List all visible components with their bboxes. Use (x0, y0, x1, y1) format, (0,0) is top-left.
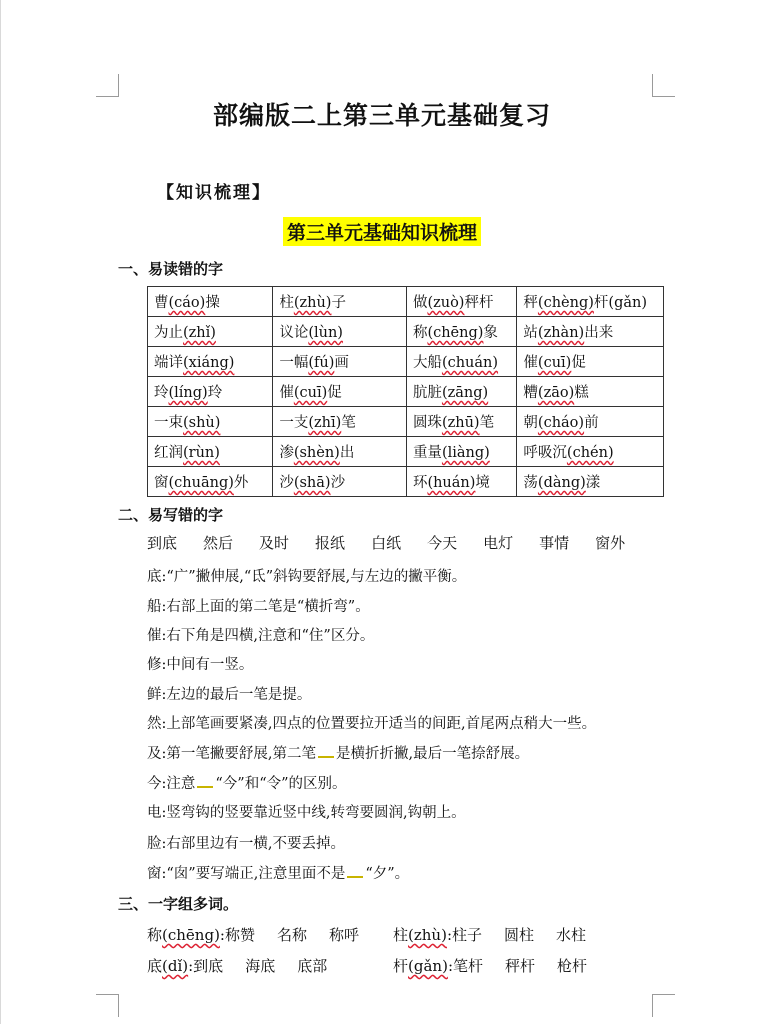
cell-char: 大船 (412, 355, 442, 371)
cell-pinyin: (liàng) (441, 445, 490, 461)
group-word: 底部 (297, 957, 328, 975)
word-item: 白纸 (371, 534, 402, 552)
cell-char-after: 象 (483, 325, 498, 341)
cell-pinyin: (zhū) (441, 415, 480, 431)
margin-corner-bottom-right (652, 994, 675, 1017)
cell-char: 催 (523, 355, 538, 371)
subtitle-wrap (0, 217, 764, 246)
cell-char-after: 前 (584, 415, 599, 431)
note-line (147, 595, 370, 616)
cell-pinyin: (huán) (427, 475, 476, 491)
cell-char-after: 漾 (585, 475, 601, 491)
cell-pinyin: (zhàn) (537, 325, 585, 341)
cell-char: 圆珠 (412, 415, 442, 431)
note-line (147, 653, 253, 674)
table-cell (406, 437, 516, 467)
note-text: 今:注意 (147, 776, 196, 792)
group-pinyin: (zhù) (408, 926, 447, 944)
note-text: 船:右部上面的第二笔是“横折弯”。 (147, 599, 370, 615)
cell-char-after: 画 (334, 355, 349, 371)
cell-pinyin: (zāo) (537, 385, 575, 401)
margin-corner-bottom-left (96, 994, 119, 1017)
table-cell (406, 407, 516, 437)
table-row (148, 437, 664, 467)
note-text: 修:中间有一竖。 (147, 657, 254, 673)
table-cell (148, 437, 273, 467)
cell-char: 朝 (523, 415, 538, 431)
group-char: 柱 (393, 926, 409, 944)
cell-char-after: 促 (327, 385, 342, 401)
table-cell (148, 347, 273, 377)
group-pinyin: (gǎn) (408, 957, 448, 975)
table-cell (273, 377, 407, 407)
cell-pinyin: (zhǐ) (183, 325, 216, 341)
note-text: 催:右下角是四横,注意和“住”区分。 (147, 628, 375, 644)
blank-mark (318, 750, 334, 758)
group-word: :柱子 (446, 926, 483, 944)
section-heading-1: 一、易读错的字 (118, 260, 224, 278)
note-text: 底:“广”撇伸展,“氐”斜钩要舒展,与左边的撇平衡。 (147, 569, 467, 585)
cell-pinyin: (lùn) (308, 325, 343, 341)
cell-pinyin: (rùn) (183, 445, 220, 461)
word-list (147, 532, 651, 553)
page-edge (0, 0, 1, 1024)
table-cell (517, 287, 664, 317)
table-cell (273, 467, 407, 497)
note-text-after: “今”和“令”的区别。 (215, 776, 347, 792)
table-cell (517, 467, 664, 497)
cell-pinyin: (xiáng) (183, 355, 235, 371)
word-table (147, 286, 664, 497)
cell-char: 窗 (154, 475, 169, 491)
cell-pinyin: (cáo) (168, 295, 206, 311)
group-right (393, 924, 586, 945)
group-word: 枪杆 (557, 957, 588, 975)
word-item: 今天 (427, 534, 458, 552)
cell-char-after: 境 (475, 475, 490, 491)
cell-char: 沙 (279, 475, 294, 491)
cell-char: 柱 (279, 295, 294, 311)
cell-char: 玲 (154, 385, 169, 401)
note-line (147, 683, 311, 704)
group-word: :到底 (188, 957, 224, 975)
table-row (148, 287, 664, 317)
note-line (147, 712, 596, 733)
blank-mark (197, 780, 213, 788)
cell-char: 端详 (154, 355, 183, 371)
table-cell (148, 377, 273, 407)
note-line (147, 565, 466, 586)
table-cell (148, 317, 273, 347)
cell-char-after: 笔 (341, 415, 356, 431)
cell-char-after: 出来 (584, 325, 614, 341)
table-cell (273, 437, 407, 467)
cell-pinyin: (shù) (183, 415, 221, 431)
cell-char-after: 笔 (479, 415, 495, 431)
word-item: 报纸 (315, 534, 346, 552)
table-cell (273, 287, 407, 317)
section-heading-2: 二、易写错的字 (118, 506, 224, 524)
table-cell (517, 377, 664, 407)
note-text: 脸:右部里边有一横,不要丢掉。 (147, 836, 345, 852)
group-right (393, 955, 587, 976)
cell-char-after: 秤杆 (464, 295, 494, 311)
group-word: :笔杆 (447, 957, 483, 975)
group-word: 水柱 (556, 926, 587, 944)
group-left (147, 955, 327, 976)
table-row (148, 347, 664, 377)
table-cell (406, 377, 516, 407)
cell-char: 为止 (154, 325, 183, 341)
cell-pinyin: (zhù) (293, 295, 332, 311)
cell-char: 催 (279, 385, 294, 401)
note-line (147, 742, 529, 763)
cell-char: 一束 (154, 415, 183, 431)
group-char: 底 (147, 957, 163, 975)
table-cell (406, 287, 516, 317)
cell-char-after: 出 (339, 445, 355, 461)
group-pinyin: (chēng) (162, 926, 220, 944)
table-row (148, 467, 664, 497)
cell-char-after: 子 (331, 295, 346, 311)
blank-mark (347, 870, 363, 878)
table-cell (148, 467, 273, 497)
knowledge-label: 【知识梳理】 (157, 183, 271, 203)
cell-char: 称 (412, 325, 428, 341)
cell-char-after: 沙 (330, 475, 346, 491)
cell-char: 做 (412, 295, 428, 311)
note-text: 及:第一笔撇要舒展,第二笔 (147, 746, 316, 762)
group-word: 秤杆 (505, 957, 536, 975)
cell-pinyin: (chuán) (441, 355, 499, 371)
cell-char: 曹 (154, 295, 169, 311)
word-item: 电灯 (483, 534, 514, 552)
group-word: :称赞 (219, 926, 255, 944)
table-cell (517, 347, 664, 377)
cell-char-after: 操 (205, 295, 220, 311)
cell-pinyin: (chén) (566, 445, 614, 461)
table-cell (273, 407, 407, 437)
cell-pinyin: (dàng) (537, 475, 586, 491)
cell-pinyin: (zāng) (441, 385, 489, 401)
word-item: 然后 (203, 534, 234, 552)
note-text: 电:竖弯钩的竖要靠近竖中线,转弯要圆润,钩朝上。 (147, 805, 466, 821)
note-text: 窗:“囱”要写端正,注意里面不是 (147, 866, 346, 882)
group-char: 杆 (393, 957, 409, 975)
table-cell (148, 407, 273, 437)
cell-char-after: 杆(gǎn) (593, 295, 647, 311)
cell-char: 秤 (523, 295, 538, 311)
table-cell (406, 467, 516, 497)
page-title: 部编版二上第三单元基础复习 (212, 101, 551, 130)
table-row (148, 377, 664, 407)
group-word: 名称 (276, 926, 307, 944)
cell-pinyin: (cuī) (293, 385, 328, 401)
group-word: 称呼 (329, 926, 360, 944)
table-cell (406, 317, 516, 347)
table-cell (517, 317, 664, 347)
cell-pinyin: (zhī) (308, 415, 342, 431)
table-cell (406, 347, 516, 377)
word-item: 事情 (539, 534, 570, 552)
group-char: 称 (147, 926, 163, 944)
cell-char-after: 玲 (207, 385, 223, 401)
subtitle-highlight: 第三单元基础知识梳理 (283, 217, 481, 246)
note-line (147, 624, 374, 645)
cell-char: 渗 (279, 445, 294, 461)
cell-pinyin: (cuī) (537, 355, 572, 371)
cell-char: 糟 (523, 385, 538, 401)
note-line (147, 832, 345, 853)
cell-pinyin: (líng) (168, 385, 208, 401)
group-pinyin: (dǐ) (162, 957, 189, 975)
cell-char: 站 (523, 325, 538, 341)
note-text: 然:上部笔画要紧凑,四点的位置要拉开适当的间距,首尾两点稍大一些。 (147, 716, 597, 732)
table-cell (517, 407, 664, 437)
margin-corner-top-right (652, 74, 675, 97)
cell-char: 肮脏 (412, 385, 442, 401)
cell-pinyin: (chèng) (537, 295, 594, 311)
cell-pinyin: (shā) (293, 475, 331, 491)
table-row (148, 407, 664, 437)
cell-pinyin: (cháo) (537, 415, 585, 431)
section-heading-3: 三、一字组多词。 (118, 895, 239, 913)
cell-pinyin: (fú) (308, 355, 335, 371)
table-cell (517, 437, 664, 467)
cell-char: 一支 (279, 415, 309, 431)
cell-pinyin: (shèn) (293, 445, 340, 461)
note-text: 鲜:左边的最后一笔是提。 (147, 687, 312, 703)
group-word: 圆柱 (504, 926, 535, 944)
table-cell (273, 347, 407, 377)
word-item: 及时 (259, 534, 290, 552)
note-line (147, 801, 466, 822)
cell-char: 议论 (279, 325, 309, 341)
cell-pinyin: (zuò) (427, 295, 465, 311)
margin-corner-top-left (96, 74, 119, 97)
note-line (147, 862, 409, 883)
cell-char: 呼吸沉 (523, 445, 567, 461)
cell-char-after: 促 (571, 355, 586, 371)
cell-char: 重量 (412, 445, 442, 461)
note-text-after: “夕”。 (365, 866, 410, 882)
note-text-after: 是横折折撇,最后一笔捺舒展。 (336, 746, 530, 762)
table-cell (148, 287, 273, 317)
note-line (147, 772, 347, 793)
cell-char: 环 (412, 475, 428, 491)
cell-pinyin: (chēng) (427, 325, 484, 341)
group-left (147, 924, 359, 945)
cell-pinyin: (chuāng) (168, 475, 234, 491)
cell-char-after: 糕 (574, 385, 589, 401)
word-item: 到底 (147, 534, 178, 552)
cell-char: 一幅 (279, 355, 309, 371)
table-cell (273, 317, 407, 347)
table-row (148, 317, 664, 347)
cell-char: 荡 (523, 475, 538, 491)
word-item: 窗外 (595, 534, 626, 552)
group-word: 海底 (245, 957, 276, 975)
cell-char-after: 外 (233, 475, 249, 491)
cell-char: 红润 (154, 445, 183, 461)
